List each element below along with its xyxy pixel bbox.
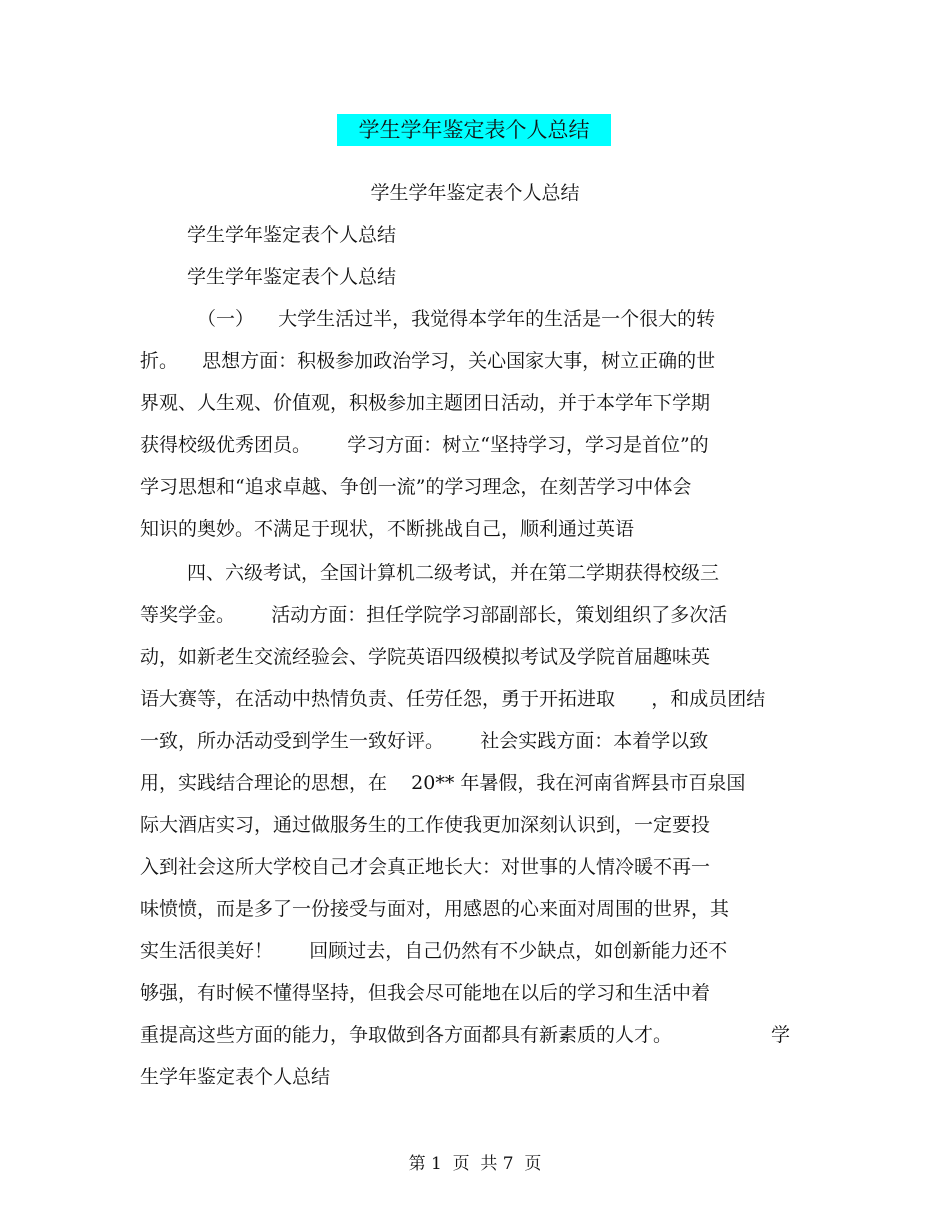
body-line: 学生学年鉴定表个人总结 — [187, 266, 397, 288]
body-line: 重提高这些方面的能力，争取做到各方面都具有新素质的人才。 — [140, 1024, 673, 1046]
body-line: 界观、人生观、价值观，积极参加主题团日活动，并于本学年下学期 — [140, 392, 711, 414]
body-line: 入到社会这所大学校自己才会真正地长大：对世事的人情冷暖不再一 — [140, 856, 711, 878]
body-line: 等奖学金。 活动方面：担任学院学习部副部长，策划组织了多次活 — [140, 604, 728, 626]
body-line: 味愤愤，而是多了一份接受与面对，用感恩的心来面对周围的世界，其 — [140, 898, 730, 920]
body-line: （一） 大学生活过半，我觉得本学年的生活是一个很大的转 — [197, 308, 716, 330]
body-line: 实生活很美好！ 回顾过去，自己仍然有不少缺点，如创新能力还不 — [140, 940, 728, 962]
body-line: 一致，所办活动受到学生一致好评。 社会实践方面：本着学以致 — [140, 730, 709, 752]
body-line: 生学年鉴定表个人总结 — [140, 1066, 331, 1088]
body-line: 折。 思想方面：积极参加政治学习，关心国家大事，树立正确的世 — [140, 350, 716, 372]
body-line: 够强，有时候不懂得坚持，但我会尽可能地在以后的学习和生活中着 — [140, 982, 711, 1004]
body-line: 学习思想和“追求卓越、争创一流”的学习理念，在刻苦学习中体会 — [140, 476, 692, 498]
body-line: 际大酒店实习，通过做服务生的工作使我更加深刻认识到，一定要投 — [140, 814, 711, 836]
document-subtitle: 学生学年鉴定表个人总结 — [370, 182, 580, 204]
body-line: 四、六级考试，全国计算机二级考试，并在第二学期获得校级三 — [187, 562, 720, 584]
document-title: 学生学年鉴定表个人总结 — [337, 114, 611, 146]
body-line: 动，如新老生交流经验会、学院英语四级模拟考试及学院首届趣味英 — [140, 646, 711, 668]
body-line: 获得校级优秀团员。 学习方面：树立“坚持学习，学习是首位”的 — [140, 434, 709, 456]
body-line: 学 — [771, 1024, 791, 1046]
body-line: 语大赛等，在活动中热情负责、任劳任怨，勇于开拓进取 ，和成员团结 — [140, 688, 766, 710]
body-line: 学生学年鉴定表个人总结 — [187, 224, 397, 246]
page-number-footer: 第 1 页 共 7 页 — [408, 1154, 542, 1174]
body-line: 知识的奥妙。不满足于现状，不断挑战自己，顺利通过英语 — [140, 518, 635, 540]
body-line: 用，实践结合理论的思想，在 20** 年暑假，我在河南省辉县市百泉国 — [140, 772, 746, 794]
